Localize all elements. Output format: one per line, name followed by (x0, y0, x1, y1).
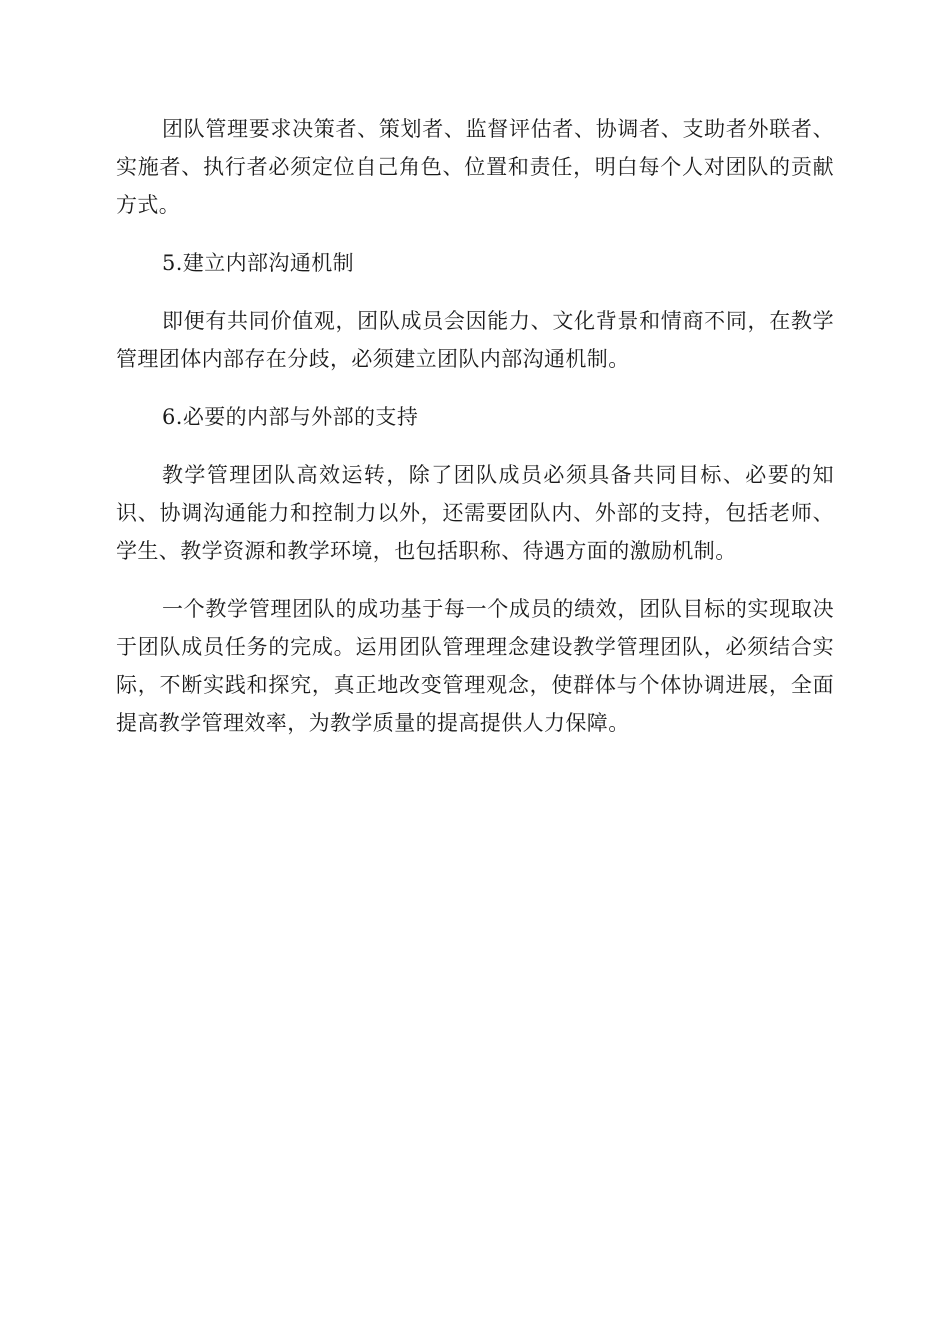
paragraph-team-roles: 团队管理要求决策者、策划者、监督评估者、协调者、支助者外联者、实施者、执行者必须定位自己角色、位置和责任，明白每个人对团队的贡献方式。 (116, 117, 834, 217)
document-body (116, 110, 834, 762)
section-heading-5: 5.建立内部沟通机制 (162, 251, 355, 275)
section-heading-6: 6.必要的内部与外部的支持 (162, 405, 419, 429)
paragraph-communication: 即便有共同价值观，团队成员会因能力、文化背景和情商不同，在教学管理团体内部存在分歧，必须建立团队内部沟通机制。 (116, 309, 834, 371)
paragraph-conclusion: 一个教学管理团队的成功基于每一个成员的绩效，团队目标的实现取决于团队成员任务的完成。运用团队管理理念建设教学管理团队，必须结合实际，不断实践和探究，真正地改变管理观念，使群体与个体协调进展，全面提高教学管理效率，为教学质量的提高提供人力保障。 (116, 597, 834, 735)
paragraph-support: 教学管理团队高效运转，除了团队成员必须具备共同目标、必要的知识、协调沟通能力和控制力以外，还需要团队内、外部的支持，包括老师、学生、教学资源和教学环境，也包括职称、待遇方面的激励机制。 (116, 463, 834, 563)
